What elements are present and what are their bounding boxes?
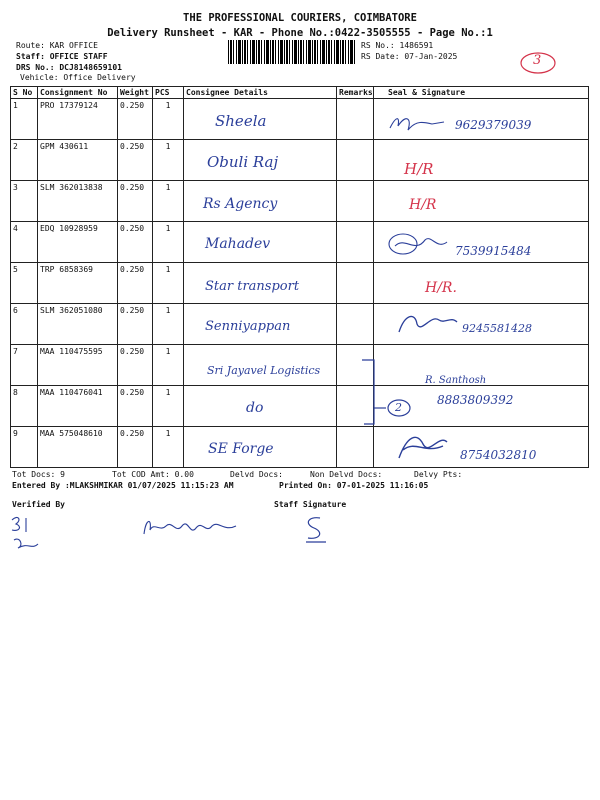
row-sno: 6 (11, 304, 38, 345)
row-consignment: EDQ 10928959 (38, 222, 118, 263)
row-weight: 0.250 (118, 304, 153, 345)
bracket-mark (362, 358, 422, 428)
row-pcs: 1 (153, 222, 184, 263)
row-consignment: MAA 110475595 (38, 345, 118, 386)
row-consignment: SLM 362013838 (38, 181, 118, 222)
runsheet-table (10, 86, 589, 468)
verifier-signature (140, 512, 250, 542)
row-consignment: PRO 17379124 (38, 99, 118, 140)
barcode (228, 40, 356, 64)
row-weight: 0.250 (118, 263, 153, 304)
row-weight: 0.250 (118, 345, 153, 386)
non-delivered-docs: Non Delvd Docs: (310, 470, 383, 479)
row-consignment: SLM 362051080 (38, 304, 118, 345)
row-pcs: 1 (153, 263, 184, 304)
handwritten-consignee: Rs Agency (203, 196, 278, 212)
row-sno: 7 (11, 345, 38, 386)
runsheet-subtitle: Delivery Runsheet - KAR - Phone No.:0422-3505555 - Page No.:1 (107, 27, 493, 39)
signature-scribble (395, 310, 460, 338)
row-sno: 4 (11, 222, 38, 263)
row-pcs: 1 (153, 140, 184, 181)
route-label: Route: KAR OFFICE (16, 41, 98, 50)
handwritten-consignee: Sri Jayavel Logistics (207, 364, 321, 377)
delivery-points: Delvy Pts: (414, 470, 463, 479)
handwritten-consignee: Obuli Raj (207, 153, 279, 171)
handwritten-consignee: do (246, 400, 264, 416)
row-pcs: 1 (153, 99, 184, 140)
handwritten-signature: H/R (404, 160, 434, 178)
row-pcs: 1 (153, 304, 184, 345)
row-pcs: 1 (153, 181, 184, 222)
total-cod: Tot COD Amt: 0.00 (112, 470, 194, 479)
drs-label: DRS No.: DCJ8148659101 (16, 63, 122, 72)
row-weight: 0.250 (118, 99, 153, 140)
vehicle-label: Vehicle: Office Delivery (20, 73, 136, 82)
handwritten-signature: H/R. (425, 280, 457, 296)
handwritten-signature: 8754032810 (460, 448, 537, 462)
row-consignment: GPM 430611 (38, 140, 118, 181)
handwritten-signature: 9245581428 (462, 322, 532, 335)
handwritten-consignee: Star transport (205, 279, 300, 294)
handwritten-signature: 7539915484 (455, 244, 532, 258)
handwritten-consignee: Sheela (215, 112, 267, 130)
col-weight: Weight (118, 87, 153, 99)
table-row (11, 181, 589, 222)
signature-scribble (395, 430, 455, 464)
row-sno: 3 (11, 181, 38, 222)
row-weight: 0.250 (118, 427, 153, 468)
circled-number: 3 (533, 53, 542, 68)
row-weight: 0.250 (118, 222, 153, 263)
staff-signature (300, 514, 330, 544)
row-weight: 0.250 (118, 140, 153, 181)
table-row (11, 263, 589, 304)
company-title: THE PROFESSIONAL COURIERS, COIMBATORE (183, 12, 417, 24)
col-signature: Seal & Signature (374, 87, 589, 99)
entered-by: Entered By :MLAKSHMIKAR 01/07/2025 11:15:23 AM (12, 481, 234, 490)
row-consignment: TRP 6858369 (38, 263, 118, 304)
row-pcs: 1 (153, 386, 184, 427)
handwritten-signature: H/R (409, 197, 437, 213)
staff-signature-label: Staff Signature (274, 500, 347, 509)
row-sno: 1 (11, 99, 38, 140)
staff-label: Staff: OFFICE STAFF (16, 52, 108, 61)
handwritten-consignee: Mahadev (205, 236, 271, 252)
printed-on: Printed On: 07-01-2025 11:16:05 (279, 481, 429, 490)
col-remarks: Remarks (337, 87, 374, 99)
row-sno: 8 (11, 386, 38, 427)
handwritten-consignee: Senniyappan (205, 319, 291, 334)
row-sno: 5 (11, 263, 38, 304)
row-consignment: MAA 110476041 (38, 386, 118, 427)
row-pcs: 1 (153, 345, 184, 386)
rs-date: RS Date: 07-Jan-2025 (361, 52, 458, 61)
row-sno: 2 (11, 140, 38, 181)
row-sno: 9 (11, 427, 38, 468)
verified-signature (8, 512, 48, 552)
signature-scribble (385, 232, 455, 260)
row-consignment: MAA 575048610 (38, 427, 118, 468)
col-consignee: Consignee Details (184, 87, 337, 99)
handwritten-signature: 8883809392 (437, 393, 514, 407)
verified-by-label: Verified By (12, 500, 65, 509)
row-weight: 0.250 (118, 386, 153, 427)
handwritten-signature: 9629379039 (455, 118, 532, 132)
col-sno: S No (11, 87, 38, 99)
col-pcs: PCS (153, 87, 184, 99)
rs-number: RS No.: 1486591 (361, 41, 434, 50)
signature-scribble (388, 112, 448, 136)
row-weight: 0.250 (118, 181, 153, 222)
col-consignment: Consignment No (38, 87, 118, 99)
table-row (11, 140, 589, 181)
handwritten-consignee: SE Forge (208, 441, 274, 457)
row-pcs: 1 (153, 427, 184, 468)
total-docs: Tot Docs: 9 (12, 470, 65, 479)
delivered-docs: Delvd Docs: (230, 470, 283, 479)
bracket-note: 2 (395, 401, 402, 414)
handwritten-signature: R. Santhosh (425, 375, 487, 386)
